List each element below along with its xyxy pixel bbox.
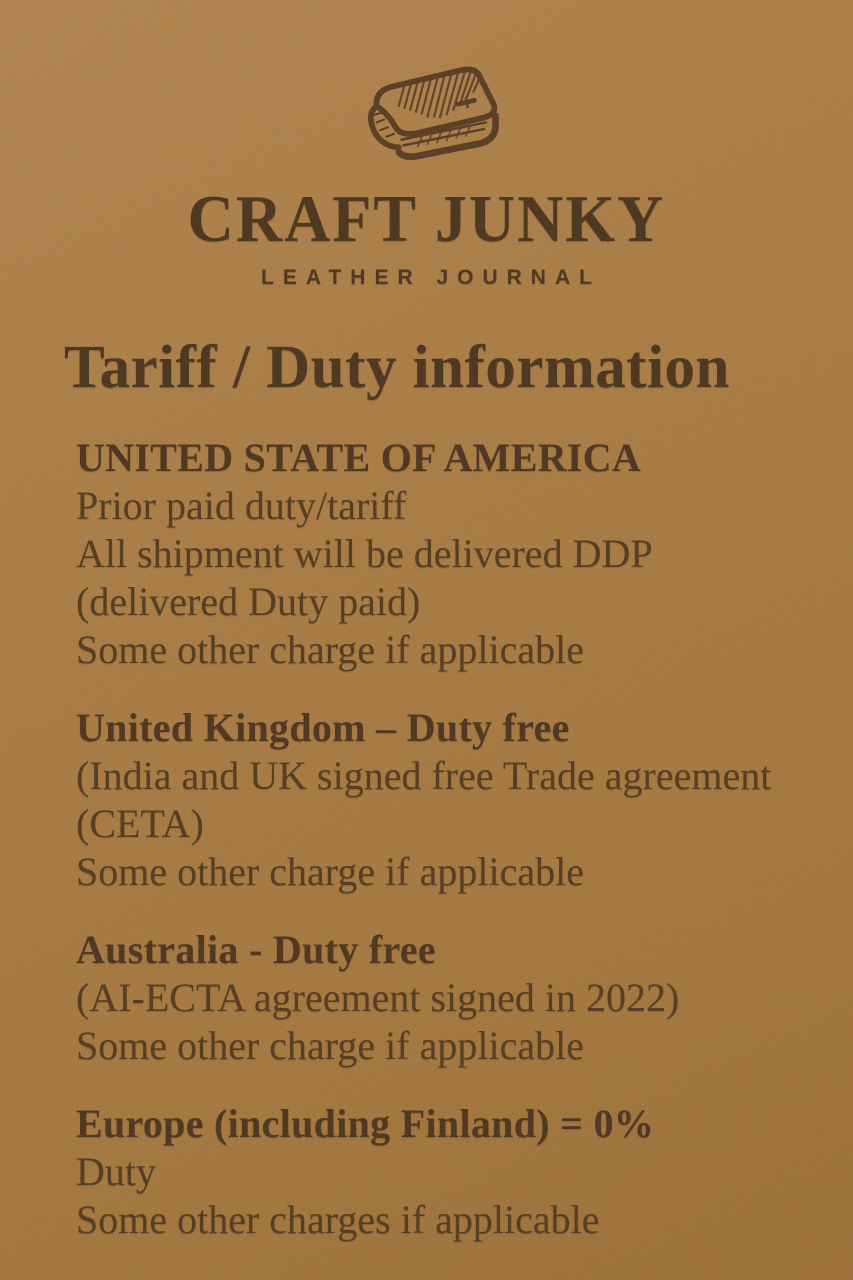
country-heading: United Kingdom – Duty free (76, 705, 570, 750)
country-section-1 (76, 704, 823, 896)
brand-tagline: LEATHER JOURNAL (261, 266, 601, 289)
info-line: (CETA) (76, 801, 204, 846)
leather-journal-book-icon (343, 62, 511, 182)
info-line: Duty (76, 1149, 156, 1194)
info-line: All shipment will be delivered DDP (76, 531, 653, 576)
info-line: Some other charge if applicable (76, 627, 584, 672)
info-line: (AI-ECTA agreement signed in 2022) (76, 975, 680, 1020)
country-section-3 (76, 1100, 823, 1244)
info-line: Some other charges if applicable (76, 1197, 600, 1242)
brand-name: CRAFT JUNKY (187, 181, 666, 256)
brand-header (0, 0, 853, 290)
country-heading: UNITED STATE OF AMERICA (76, 435, 642, 480)
info-line: (India and UK signed free Trade agreement (76, 753, 772, 798)
info-line: Some other charge if applicable (76, 849, 584, 894)
country-section-0 (76, 434, 823, 674)
info-line: (delivered Duty paid) (76, 579, 421, 624)
info-line: Prior paid duty/tariff (76, 483, 407, 528)
country-heading: Australia - Duty free (76, 927, 436, 972)
sections (76, 434, 853, 1244)
country-heading: Europe (including Finland) = 0% (76, 1101, 655, 1146)
info-line: Some other charge if applicable (76, 1023, 584, 1068)
country-section-2 (76, 926, 823, 1070)
page-title: Tariff / Duty information (64, 334, 730, 401)
